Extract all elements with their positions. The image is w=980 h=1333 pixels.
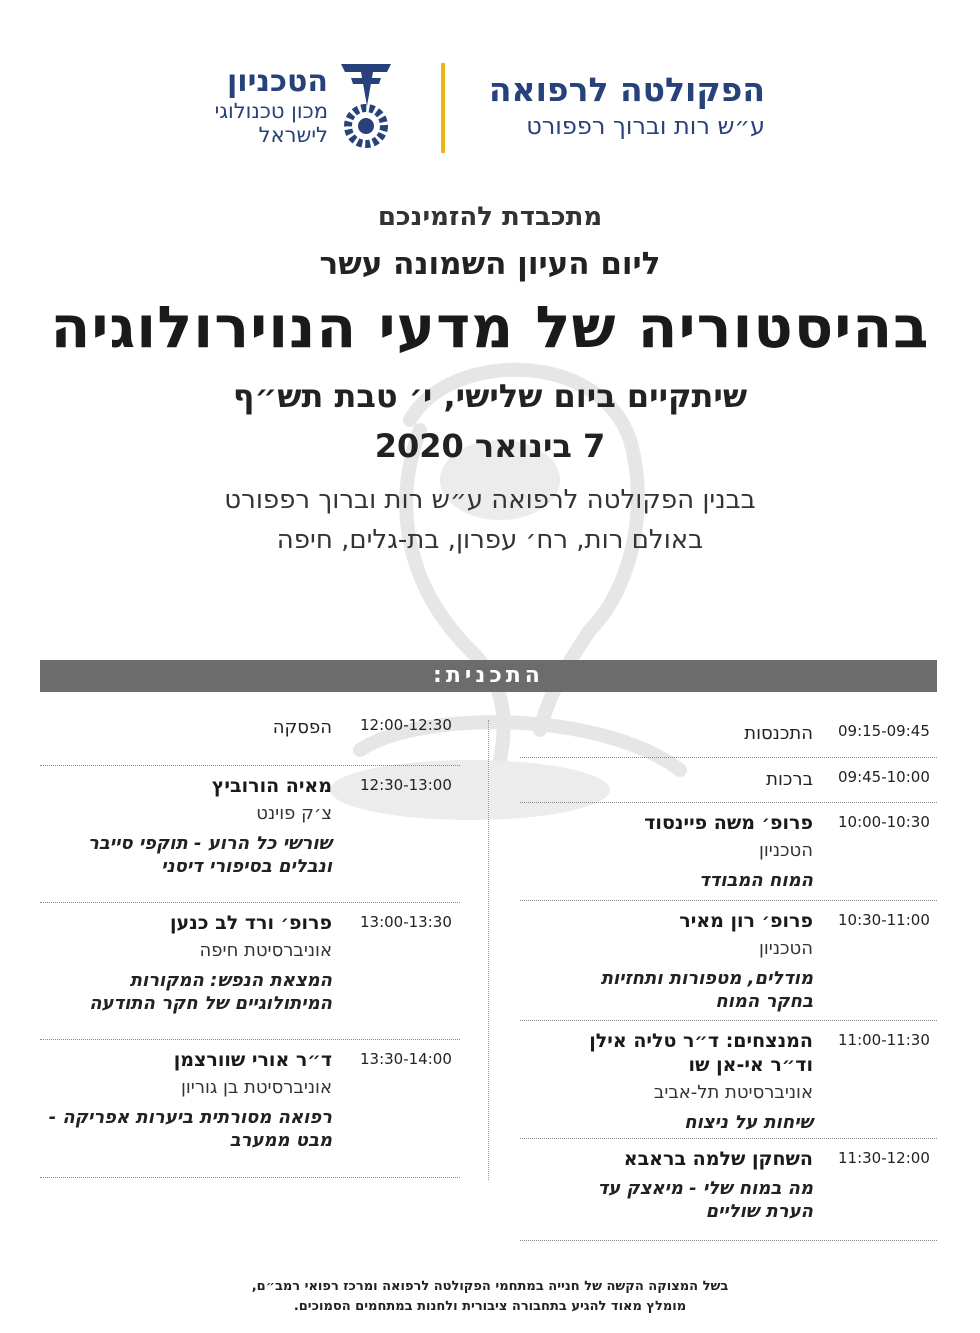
talk-title-line: המצאת הנפש: המקורות (129, 970, 332, 991)
session-time: 09:15-09:45 (838, 722, 930, 740)
schedule-row (520, 1139, 937, 1241)
speaker-affiliation: הטכניון (759, 938, 813, 959)
hebrew-date: שיתקיים ביום שלישי, י׳ טבת תש״ף (232, 377, 748, 415)
talk-title-line: המוח המבודד (699, 870, 813, 891)
session-content (513, 722, 813, 746)
schedule-row (40, 1040, 460, 1178)
footer-line-1: בשל המצוקה הקשה של חנייה במתחמי הפקולטה לרפואה ומרכז רפואי רמב״ם, (251, 1279, 729, 1294)
talk-title-line: ונבלים בסיפורי דיסני (161, 856, 332, 877)
speaker-affiliation: אוניברסיטת בן גוריון (180, 1077, 332, 1098)
session-time: 13:30-14:00 (360, 1050, 452, 1068)
speaker-name: וד״ר אי-אן שו (688, 1054, 813, 1076)
talk-title-line: מה במוח שלי - מיאצק עד (597, 1178, 813, 1199)
talk-title-line: שורשי כל הרוע - תוקפי סייבר (87, 833, 332, 854)
session-time: 10:00-10:30 (838, 813, 930, 831)
speaker-affiliation: הטכניון (759, 840, 813, 861)
speaker-name: השחקן שלמה בראבא (623, 1148, 813, 1170)
header (0, 55, 980, 160)
session-content (40, 716, 332, 740)
session-title: הפסקה (272, 717, 332, 738)
talk-title (513, 869, 813, 892)
page-title: בהיסטוריה של מדעי הנוירולוגיה (50, 293, 930, 361)
talk-title-line: מבט ממערב (229, 1130, 332, 1151)
header-divider (441, 63, 445, 153)
session-time: 12:00-12:30 (360, 716, 452, 734)
technion-subtitle-1: מכון טכנולוגי (214, 99, 328, 123)
session-content (513, 1147, 813, 1223)
session-content (513, 811, 813, 892)
talk-title-line: שיחות על ניצוח (684, 1112, 813, 1133)
session-content (513, 1029, 813, 1134)
session-time: 09:45-10:00 (838, 768, 930, 786)
schedule-column-left (40, 706, 460, 1178)
speaker-name: ד״ר אורי שוורצמן (173, 1049, 332, 1071)
schedule-row (40, 766, 460, 903)
session-time: 11:30-12:00 (838, 1149, 930, 1167)
talk-title (40, 969, 332, 1015)
technion-name: הטכניון (226, 64, 328, 99)
session-content (40, 774, 332, 878)
talk-title (513, 1177, 813, 1223)
venue-line-1: בבנין הפקולטה לרפואה ע״ש רות וברוך רפפורט (224, 485, 756, 515)
faculty-name: הפקולטה לרפואה (488, 70, 765, 109)
schedule-row (40, 903, 460, 1040)
technion-subtitle-2: לישראל (258, 123, 328, 147)
talk-title-line: המיתולוגיים של חקר התודעה (89, 993, 332, 1014)
talk-title-line: מודלים, מטפורות ותחזיות (600, 968, 813, 989)
schedule-row (520, 1021, 937, 1139)
footer-line-2: מומלץ מאוד להגיע בתחבורה ציבורית ולחנות במתחמים הסמוכים. (293, 1299, 687, 1314)
schedule-row (520, 803, 937, 901)
venue-line-2: באולם רות, רח׳ עפרון, בת-גלים, חיפה (276, 525, 704, 555)
talk-title-line: בחקר המוח (715, 991, 813, 1012)
event-number-line: ליום העיון השמונה עשר (319, 246, 661, 282)
speaker-name: מאיה הורוביץ (211, 775, 332, 797)
session-time: 12:30-13:00 (360, 776, 452, 794)
talk-title (513, 1111, 813, 1134)
speaker-name: פרופ׳ רון מאיר (679, 910, 813, 932)
talk-title-line: רפואה מסורתית ביערות אפריקה - (48, 1107, 332, 1128)
schedule-row (520, 758, 937, 803)
invitation-titles (0, 200, 980, 560)
speaker-affiliation: צ׳ק פוינט (256, 803, 332, 824)
session-time: 13:00-13:30 (360, 913, 452, 931)
speaker-name: המנצחים: ד״ר טליה אילן (589, 1030, 813, 1052)
speaker-name: פרופ׳ משה פיינסוד (644, 812, 813, 834)
talk-title (513, 967, 813, 1013)
program-heading: התכנית: (40, 660, 937, 692)
session-title: התכנסות (744, 723, 813, 744)
talk-title (40, 832, 332, 878)
session-title: ברכות (766, 769, 813, 790)
session-time: 10:30-11:00 (838, 911, 930, 929)
gregorian-date: 7 בינואר 2020 (374, 427, 606, 465)
column-divider (488, 720, 489, 1180)
technion-logo-icon (337, 60, 395, 150)
speaker-affiliation: אוניברסיטת תל-אביב (653, 1082, 813, 1103)
session-content (40, 911, 332, 1015)
schedule-row (40, 706, 460, 766)
speaker-name: פרופ׳ ורד לב כנען (170, 912, 332, 934)
footer-note (0, 1277, 980, 1317)
faculty-subtitle: ע״ש רות וברוך רפפורט (526, 112, 765, 140)
session-content (40, 1048, 332, 1152)
session-time: 11:00-11:30 (838, 1031, 930, 1049)
schedule-column-right (520, 712, 937, 1241)
session-content (513, 768, 813, 792)
faculty-logo-text (489, 70, 765, 142)
technion-logo-text (215, 65, 328, 147)
talk-title-line: הערת שוליים (705, 1201, 813, 1222)
session-content (513, 909, 813, 1013)
schedule-row (520, 712, 937, 758)
talk-title (40, 1106, 332, 1152)
speaker-affiliation: אוניברסיטת חיפה (199, 940, 332, 961)
invite-line: מתכבדת להזמינכם (377, 202, 603, 232)
schedule-row (520, 901, 937, 1021)
